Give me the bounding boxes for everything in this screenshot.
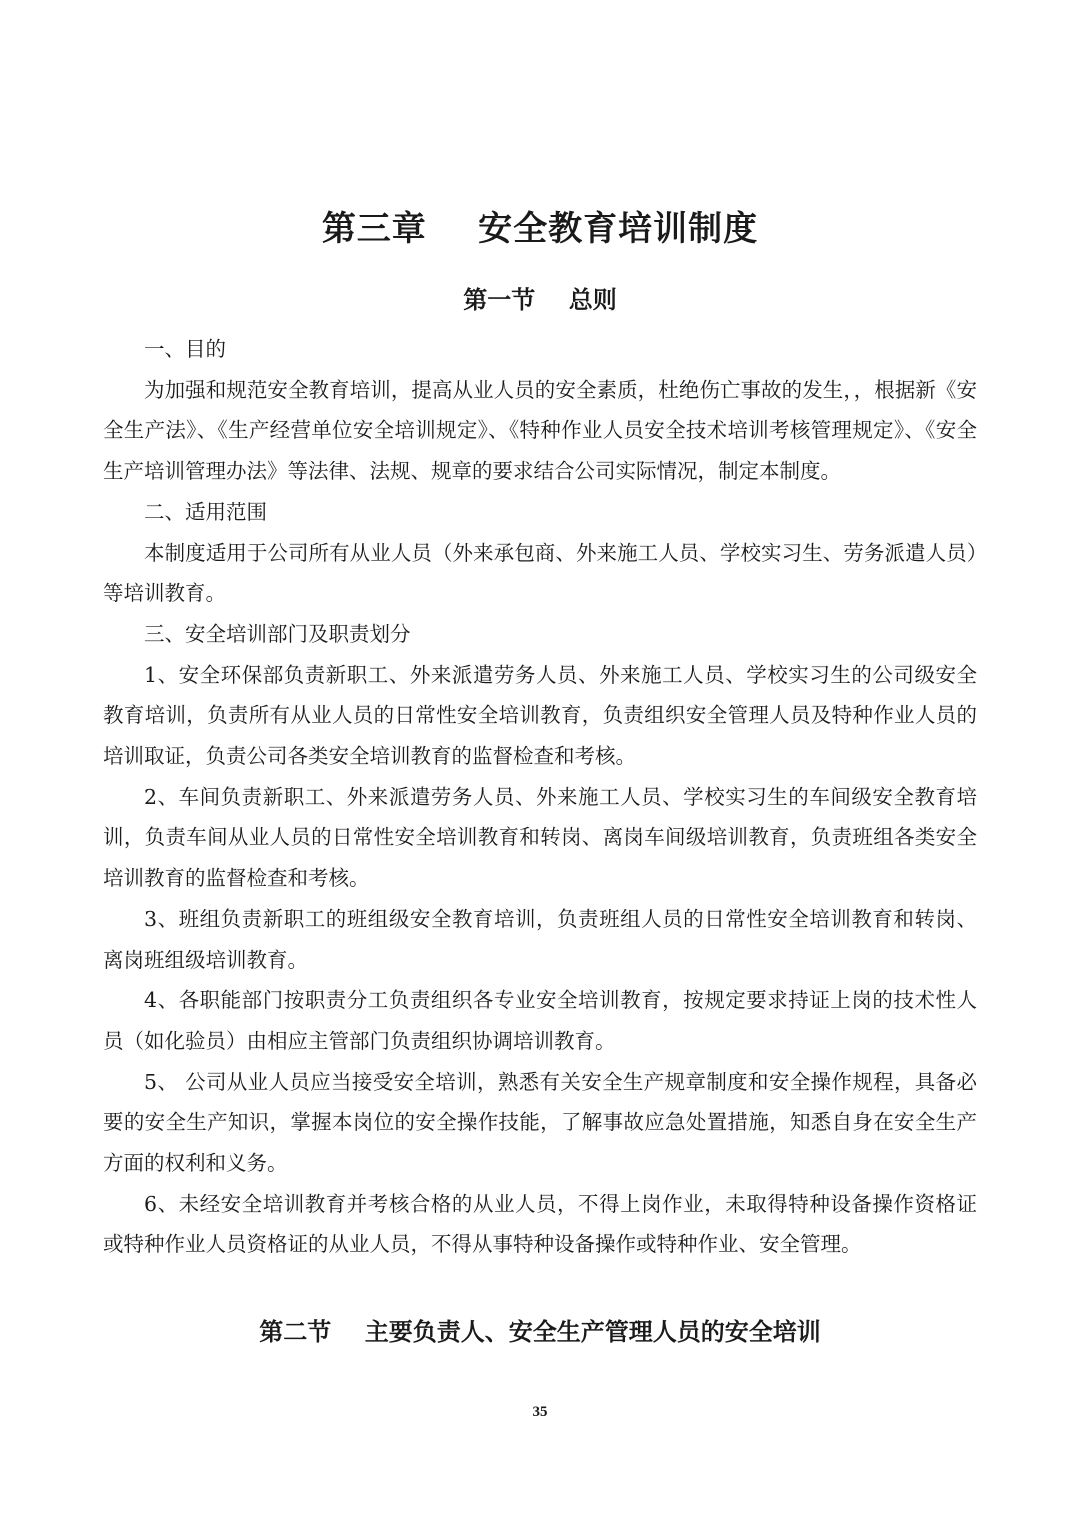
chapter-title: 第三章 安全教育培训制度 xyxy=(321,209,759,249)
paragraph-item-5: 5、 公司从业人员应当接受安全培训，熟悉有关安全生产规章制度和安全操作规程，具备必要的安全生产知识，掌握本岗位的安全操作技能，了解事故应急处置措施，知悉自身在安全生产方面的权利和义务。 xyxy=(103,1069,977,1176)
heading-purpose: 一、目的 xyxy=(144,337,226,361)
paragraph-purpose: 为加强和规范安全教育培训，提高从业人员的安全素质，杜绝伤亡事故的发生，，根据新《安全生产法》、《生产经营单位安全培训规定》、《特种作业人员安全技术培训考核管理规定》、《安全生产培训管理办法》等法律、法规、规章的要求结合公司实际情况，制定本制度。 xyxy=(103,377,977,484)
section-title-leaders-training: 第二节 主要负责人、安全生产管理人员的安全培训 xyxy=(259,1317,821,1346)
body-text xyxy=(103,329,977,1265)
page-number: 35 xyxy=(532,1404,548,1420)
paragraph-item-4: 4、各职能部门按职责分工负责组织各专业安全培训教育，按规定要求持证上岗的技术性人员（如化验员）由相应主管部门负责组织协调培训教育。 xyxy=(103,988,977,1053)
section-title-general: 第一节 总则 xyxy=(463,285,617,314)
paragraph-item-6: 6、未经安全培训教育并考核合格的从业人员，不得上岗作业，未取得特种设备操作资格证或特种作业人员资格证的从业人员，不得从事特种设备操作或特种作业、安全管理。 xyxy=(103,1191,977,1257)
paragraph-scope: 本制度适用于公司所有从业人员（外来承包商、外来施工人员、学校实习生、劳务派遣人员）等培训教育。 xyxy=(103,540,977,606)
paragraph-item-2: 2、车间负责新职工、外来派遣劳务人员、外来施工人员、学校实习生的车间级安全教育培训，负责车间从业人员的日常性安全培训教育和转岗、离岗车间级培训教育，负责班组各类安全培训教育的监督检查和考核。 xyxy=(103,784,977,891)
heading-scope: 二、适用范围 xyxy=(144,499,267,524)
heading-responsibilities: 三、安全培训部门及职责划分 xyxy=(144,621,411,646)
paragraph-item-1: 1、安全环保部负责新职工、外来派遣劳务人员、外来施工人员、学校实习生的公司级安全教育培训，负责所有从业人员的日常性安全培训教育，负责组织安全管理人员及特种作业人员的培训取证，负责公司各类安全培训教育的监督检查和考核。 xyxy=(103,662,977,769)
paragraph-item-3: 3、班组负责新职工的班组级安全教育培训，负责班组人员的日常性安全培训教育和转岗、离岗班组级培训教育。 xyxy=(103,906,977,972)
